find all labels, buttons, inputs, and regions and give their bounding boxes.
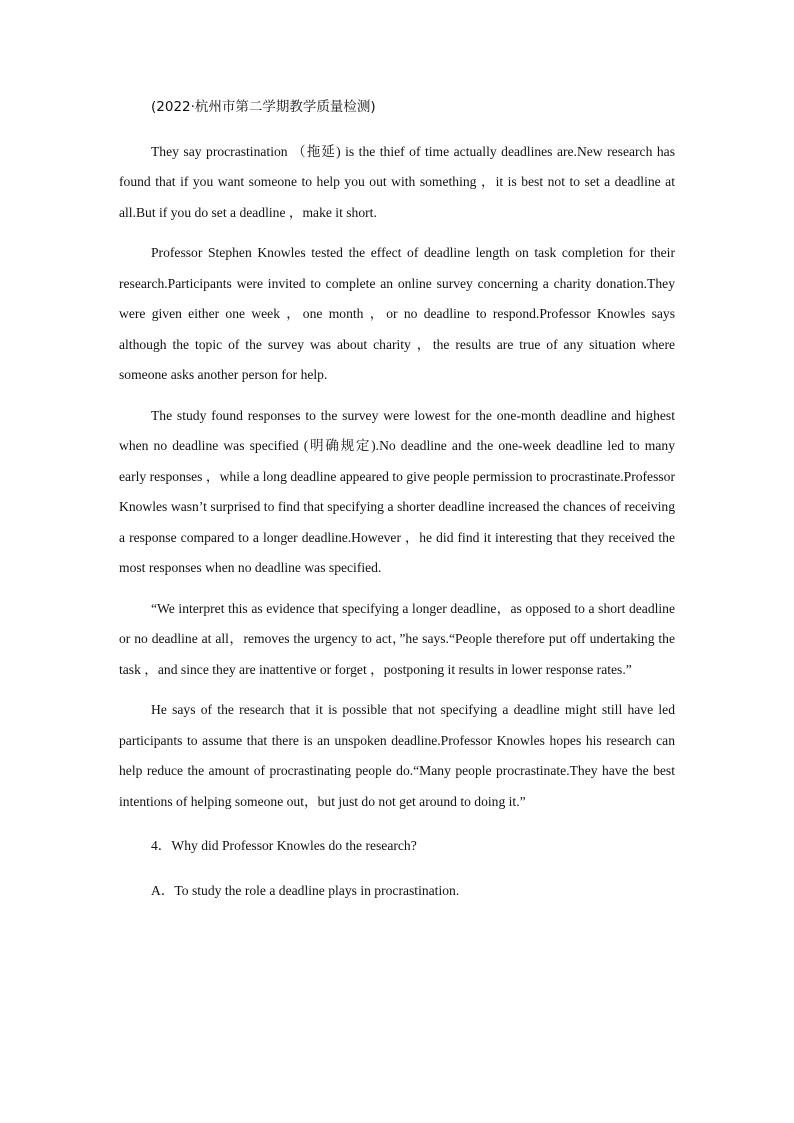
- paragraph-4: “We interpret this as evidence that specifying a longer deadline，as opposed to a short deadline or no deadline at all，removes the urgency to act，”he says.“People therefore put off undertaking the task ，and since they are inattentive or forget ，postponing it results in lower response rates.”: [119, 600, 675, 677]
- document-content: [119, 92, 675, 906]
- question-4: 4．Why did Professor Knowles do the research?: [151, 838, 417, 853]
- paragraph-1: They say procrastination （拖延) is the thief of time actually deadlines are.New research has found that if you want someone to help you out with something ，it is best not to set a deadline at all.But if you do set a deadline ，make it short.: [119, 143, 675, 220]
- option-a: A．To study the role a deadline plays in procrastination.: [151, 882, 460, 898]
- paragraph-2: Professor Stephen Knowles tested the effect of deadline length on task completion for their research.Participants were invited to complete an online survey concerning a charity donation.They were given either one week ，one month ，or no deadline to respond.Professor Knowles says although the topic of the survey was about charity ，the results are true of any situation where someone asks another person for help.: [119, 245, 675, 382]
- paragraph-3: The study found responses to the survey were lowest for the one-month deadline and highest when no deadline was specified (明确规定).No deadline and the one-week deadline led to many early responses ，while a long deadline appeared to give people permission to procrastinate.Professor Knowles wasn’t surprised to find that specifying a shorter deadline increased the chances of receiving a response compared to a longer deadline.However ，he did find it interesting that they received the most responses when no deadline was specified.: [119, 407, 675, 575]
- paragraph-5: He says of the research that it is possible that not specifying a deadline might still have led participants to assume that there is an unspoken deadline.Professor Knowles hopes his research can help reduce the amount of procrastinating people do.“Many people procrastinate.They have the best intentions of helping someone out，but just do not get around to doing it.”: [119, 702, 675, 809]
- source-line: (2022·杭州市第二学期教学质量检测): [151, 99, 376, 115]
